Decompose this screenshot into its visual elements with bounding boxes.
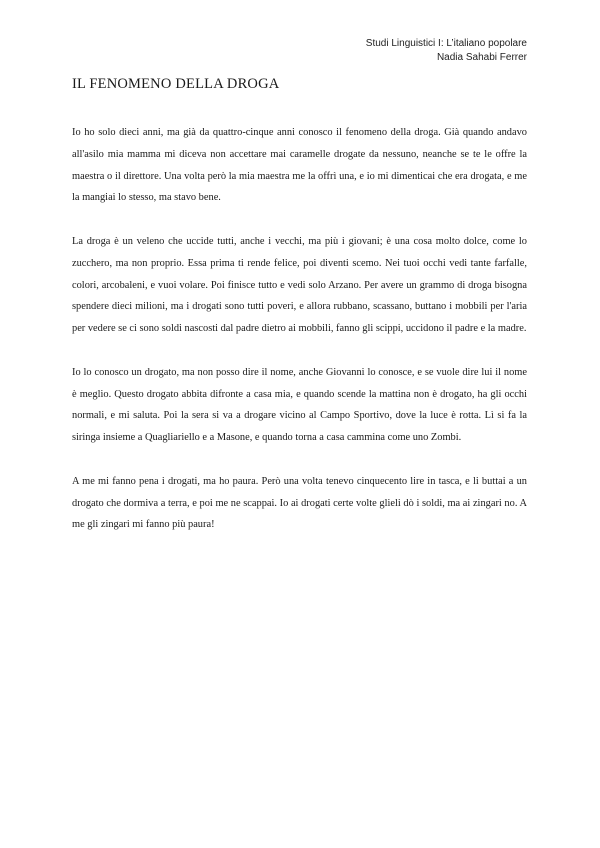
document-title: IL FENOMENO DELLA DROGA <box>72 76 280 92</box>
paragraph-3: Io lo conosco un drogato, ma non posso dire il nome, anche Giovanni lo conosce, e se vuole dire lui il nome è meglio. Questo drogato abbita difronte a casa mia, e quando scende la mattina non è drogato, ha gli occhi normali, e mi saluta. Poi la sera si va a drogare vicino al Campo Sportivo, dove la luce è rotta. Lì si fa la siringa insieme a Quagliariello e a Masone, e quando torna a casa cammina come uno Zombi. <box>72 366 527 444</box>
page-header <box>366 37 527 65</box>
header-author-name: Nadia Sahabi Ferrer <box>436 52 527 63</box>
paragraph-1: Io ho solo dieci anni, ma già da quattro-cinque anni conosco il fenomeno della droga. Già quando andavo all'asilo mia mamma mi diceva non accettare mai caramelle drogate da nessuno, neanche se te le offre la maestra o il direttore. Una volta però la mia maestra me la offrì una, e io mi dimenticai che era drogata, e me la mangiai lo stesso, ma stavo bene. <box>72 127 527 204</box>
header-course-title: Studi Linguistici I: L’italiano popolare <box>365 38 527 49</box>
paragraph-2: La droga è un veleno che uccide tutti, anche i vecchi, ma più i giovani; è una cosa molto dolce, come lo zucchero, ma non proprio. Essa prima ti rende felice, poi diventi scemo. Nei tuoi occhi vedi tante farfalle, colori, arcobaleni, e vuoi volare. Poi finisce tutto e vedi solo Arzano. Per avere un grammo di droga bisogna spendere dieci milioni, ma i drogati sono tutti poveri, e allora rubbano, scassano, buttano i mobbili per l'aria per vedere se ci sono soldi nascosti dal padre dietro ai mobbili, fanno gli scippi, uccidono il padre e la madre. <box>72 235 527 335</box>
paragraph-4: A me mi fanno pena i drogati, ma ho paura. Però una volta tenevo cinquecento lire in tasca, e li buttai a un drogato che dormiva a terra, e poi me ne scappai. Io ai drogati certe volte glieli dò i soldi, ma ai zingari no. A me gli zingari mi fanno più paura! <box>72 475 527 531</box>
document-body <box>72 122 527 558</box>
